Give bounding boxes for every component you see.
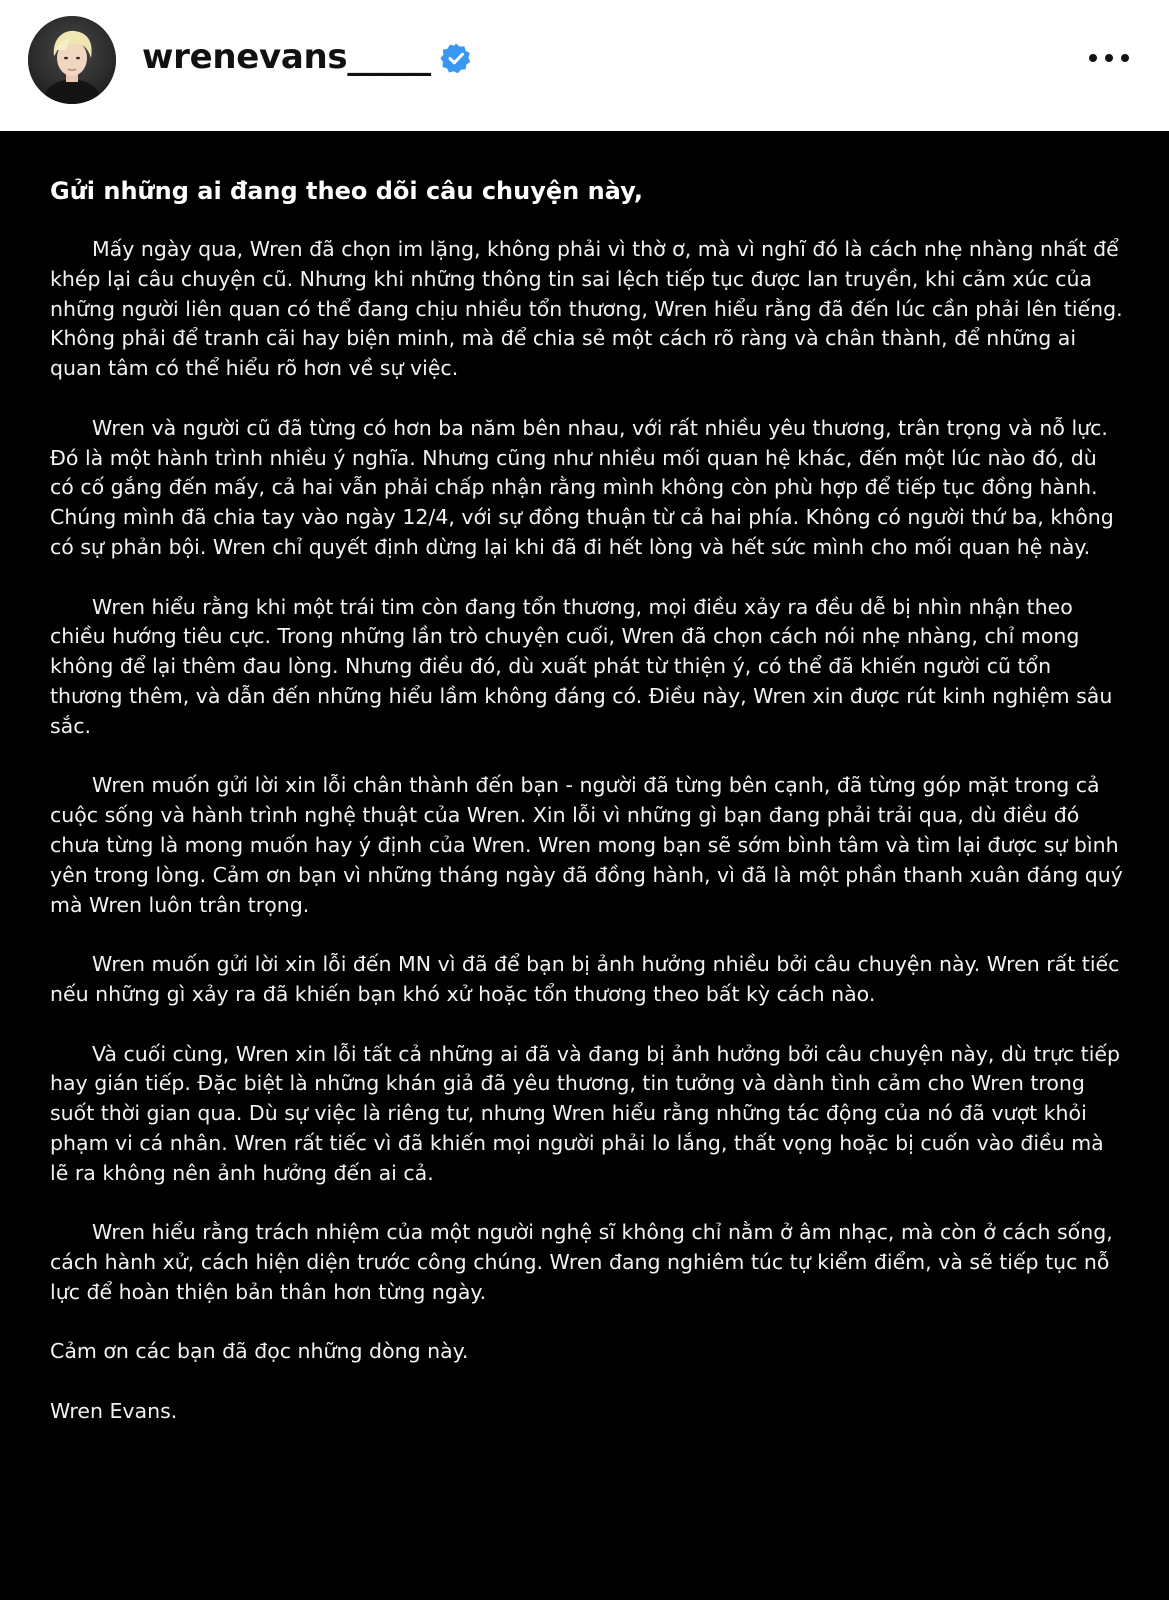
profile-photo xyxy=(28,16,116,104)
paragraph: Mấy ngày qua, Wren đã chọn im lặng, không phải vì thờ ơ, mà vì nghĩ đó là cách nhẹ nhàng nhất để khép lại câu chuyện cũ. Nhưng khi những thông tin sai lệch tiếp tục được lan truyền, khi cảm xúc của những người liên quan có thể đang chịu nhiều tổn thương, Wren hiểu rằng đã đến lúc cần phải lên tiếng. Không phải để tranh cãi hay biện minh, mà để chia sẻ một cách rõ ràng và chân thành, để những ai quan tâm có thể hiểu rõ hơn về sự việc. xyxy=(50,237,1123,381)
post-header xyxy=(0,0,1169,131)
paragraph: Wren muốn gửi lời xin lỗi chân thành đến bạn - người đã từng bên cạnh, đã từng góp mặt trong cả cuộc sống và hành trình nghệ thuật của Wren. Xin lỗi vì những gì bạn đang phải trải qua, dù điều đó chưa từng là mong muốn hay ý định của Wren. Wren mong bạn sẽ sớm bình tâm và tìm lại được sự bình yên trong lòng. Cảm ơn bạn vì những tháng ngày đã đồng hành, vì đã là một phần thanh xuân đáng quý mà Wren luôn trân trọng. xyxy=(50,773,1123,917)
paragraph: Wren hiểu rằng khi một trái tim còn đang tổn thương, mọi điều xảy ra đều dễ bị nhìn nhận theo chiều hướng tiêu cực. Trong những lần trò chuyện cuối, Wren đã chọn cách nói nhẹ nhàng, chỉ mong không để lại thêm đau lòng. Nhưng điều đó, dù xuất phát từ thiện ý, có thể đã khiến người cũ tổn thương thêm, và dẫn đến những hiểu lầm không đáng có. Điều này, Wren xin được rút kinh nghiệm sâu sắc. xyxy=(50,594,1113,738)
signature: Wren Evans. xyxy=(50,1399,178,1424)
avatar[interactable] xyxy=(28,16,116,104)
verified-badge-icon xyxy=(440,42,472,74)
post-image xyxy=(0,131,1169,1600)
paragraph: Wren và người cũ đã từng có hơn ba năm bên nhau, với rất nhiều yêu thương, trân trọng và nỗ lực. Đó là một hành trình nhiều ý nghĩa. Nhưng cũng như nhiều mối quan hệ khác, đến một lúc nào đó, dù có cố gắng đến mấy, cả hai vẫn phải chấp nhận rằng mình không còn phù hợp để tiếp tục đồng hành. Chúng mình đã chia tay vào ngày 12/4, với sự đồng thuận từ cả hai phía. Không có người thứ ba, không có sự phản bội. Wren chỉ quyết định dừng lại khi đã đi hết lòng và hết sức mình cho mối quan hệ này. xyxy=(50,415,1114,559)
paragraph: Và cuối cùng, Wren xin lỗi tất cả những ai đã và đang bị ảnh hưởng bởi câu chuyện này, dù trực tiếp hay gián tiếp. Đặc biệt là những khán giả đã yêu thương, tin tưởng và dành tình cảm cho Wren trong suốt thời gian qua. Dù sự việc là riêng tư, nhưng Wren hiểu rằng những tác động của nó đã vượt khỏi phạm vi cá nhân. Wren rất tiếc vì đã khiến mọi người phải lo lắng, thất vọng hoặc bị cuốn vào điều mà lẽ ra không nên ảnh hưởng đến ai cả. xyxy=(50,1041,1121,1185)
paragraph: Wren hiểu rằng trách nhiệm của một người nghệ sĩ không chỉ nằm ở âm nhạc, mà còn ở cách sống, cách hành xử, cách hiện diện trước công chúng. Wren đang nghiêm túc tự kiểm điểm, và sẽ tiếp tục nỗ lực để hoàn thiện bản thân hơn từng ngày. xyxy=(50,1220,1113,1304)
more-options-icon[interactable] xyxy=(1085,46,1133,70)
username[interactable]: wrenevans_____ xyxy=(142,37,431,77)
statement-text xyxy=(50,175,1125,1427)
greeting-heading: Gửi những ai đang theo dõi câu chuyện này, xyxy=(50,177,644,205)
paragraph: Wren muốn gửi lời xin lỗi đến MN vì đã để bạn bị ảnh hưởng nhiều bởi câu chuyện này. Wren rất tiếc nếu những gì xảy ra đã khiến bạn khó xử hoặc tổn thương theo bất kỳ cách nào. xyxy=(50,952,1120,1006)
closing-line: Cảm ơn các bạn đã đọc những dòng này. xyxy=(50,1339,469,1364)
